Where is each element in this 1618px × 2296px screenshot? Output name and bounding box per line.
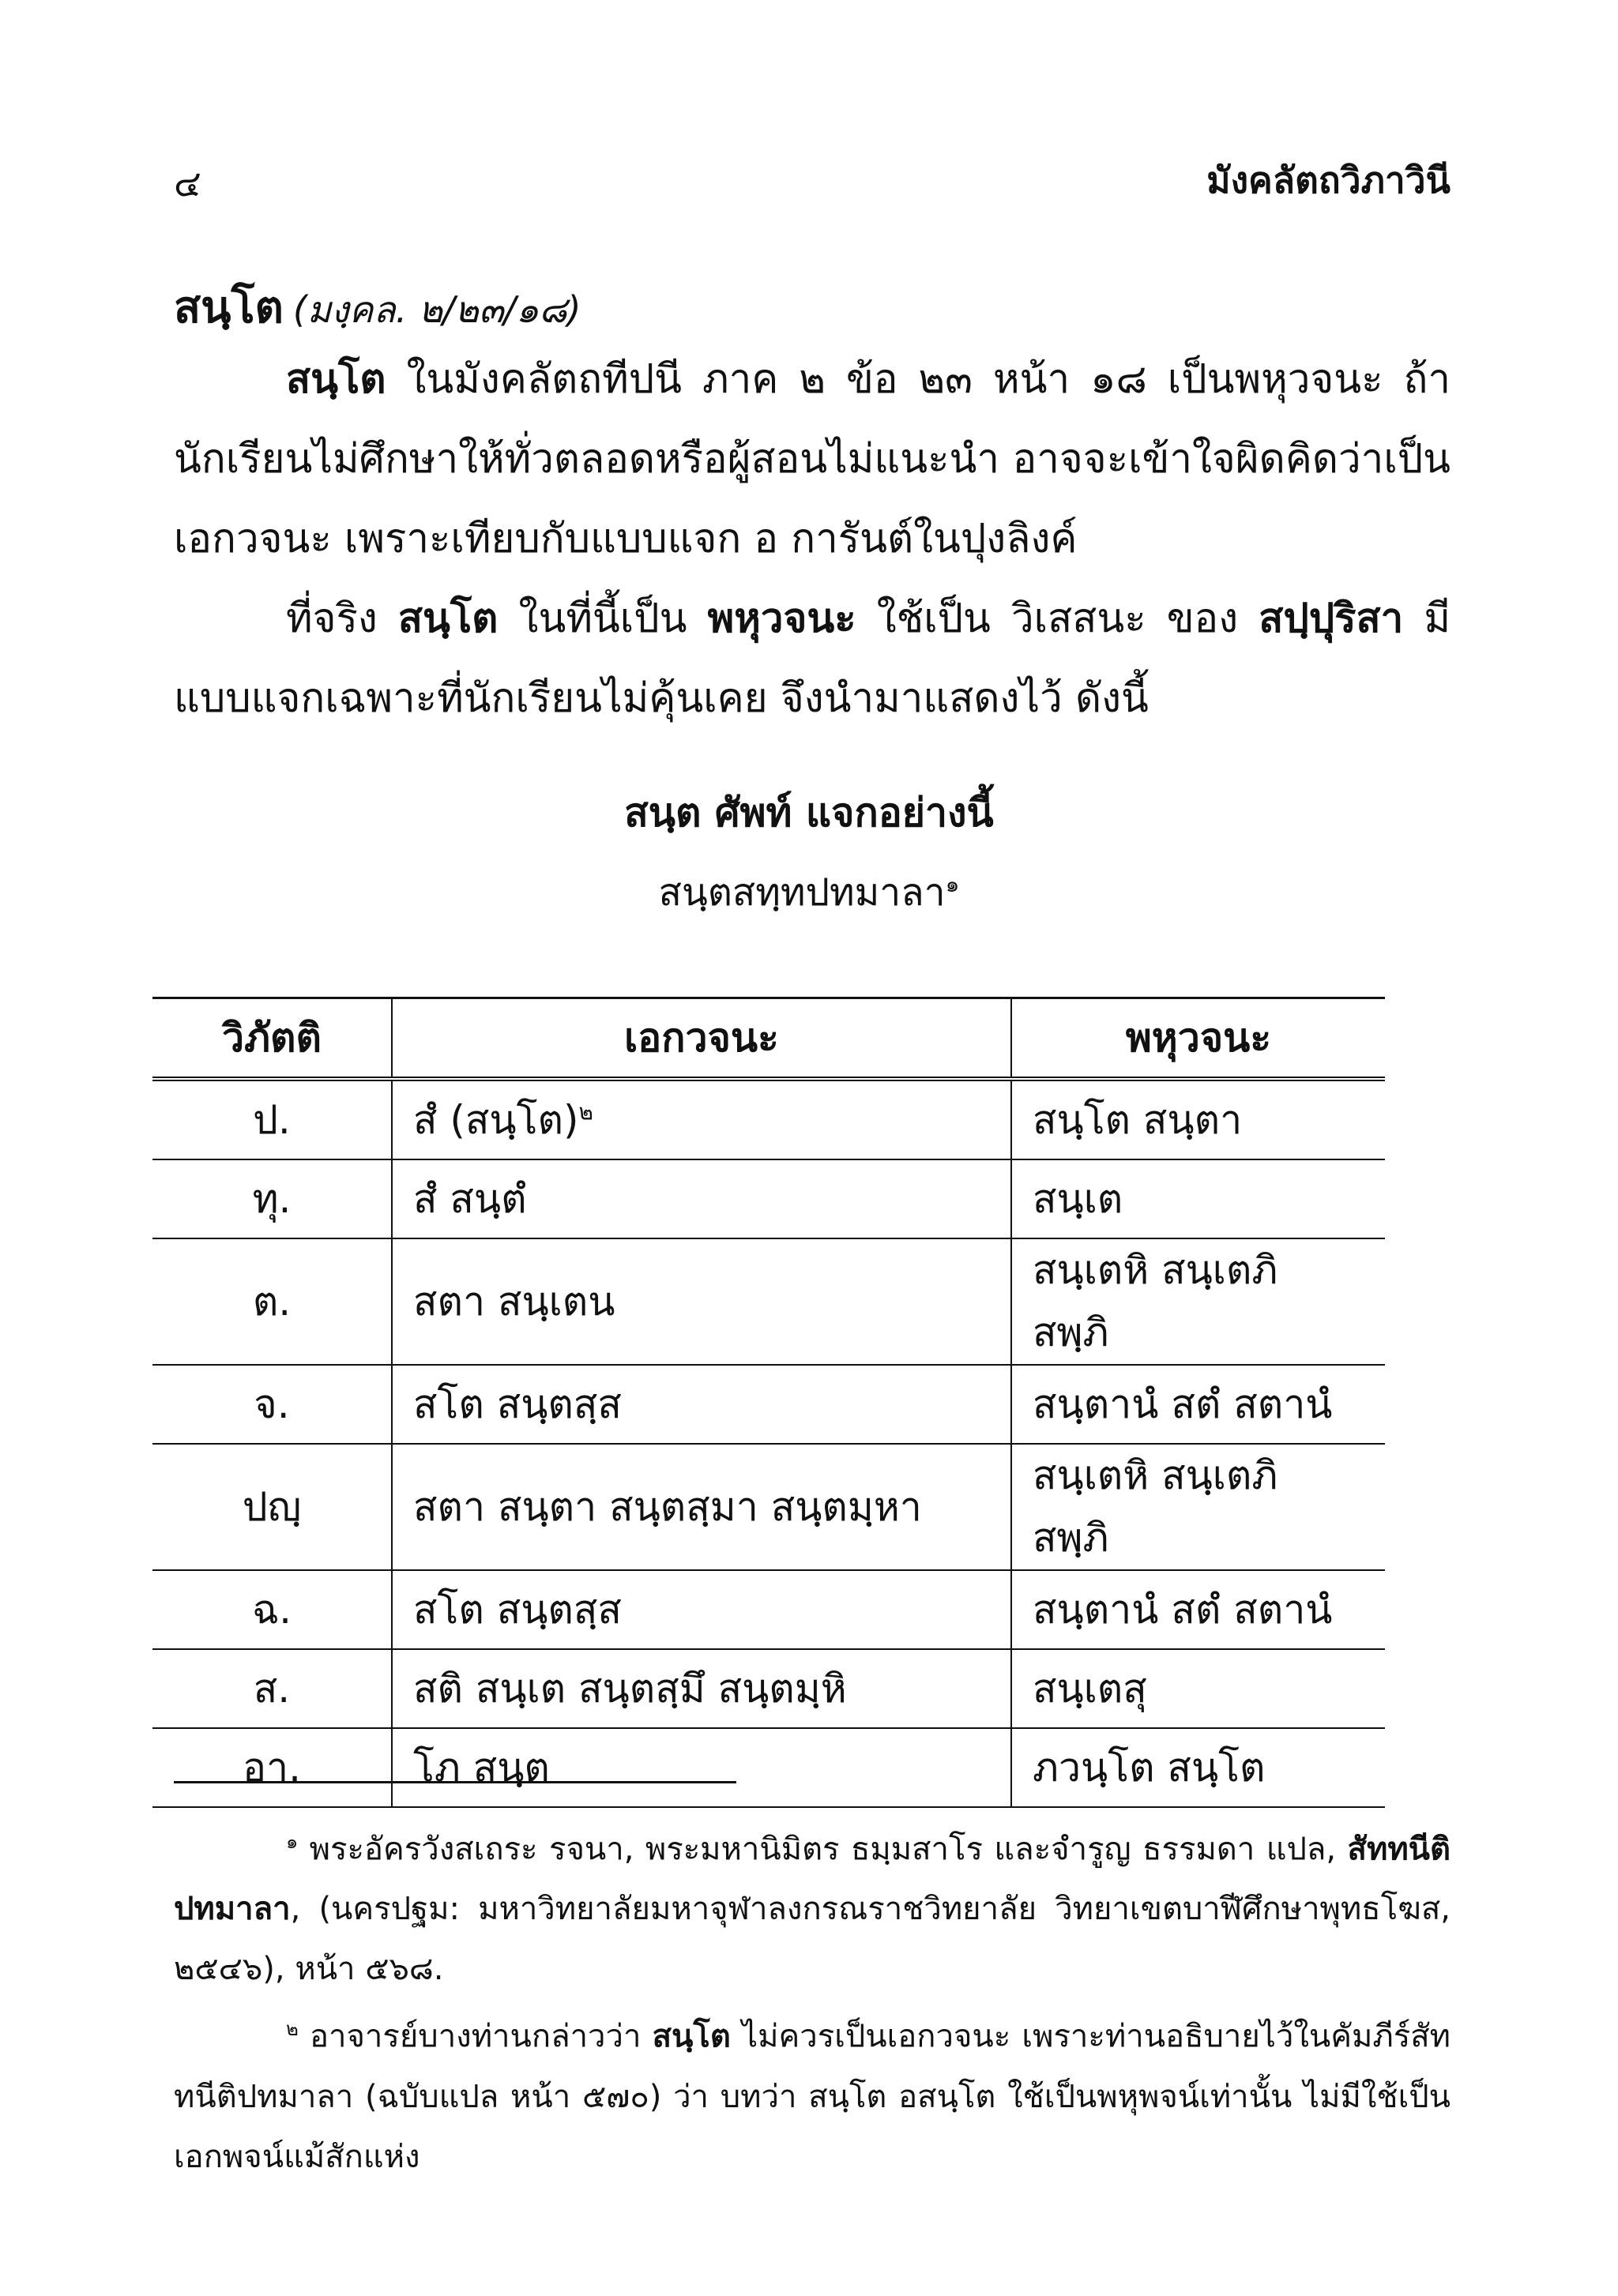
footnote-ref-1: ๑ xyxy=(945,871,960,897)
paragraph-2-text-c: ในที่นี้เป็น xyxy=(498,596,708,642)
case-cell: จ. xyxy=(152,1365,392,1444)
case-cell: ปญฺ xyxy=(152,1444,392,1570)
table-row xyxy=(152,1444,1385,1570)
table-row xyxy=(152,1649,1385,1728)
plural-cell: สนฺเต xyxy=(1011,1159,1385,1238)
plural-cell: ภวนฺโต สนฺโต xyxy=(1011,1728,1385,1807)
entry-headword: สนฺโต xyxy=(174,282,284,333)
footnote-1-mark: ๑ xyxy=(286,1831,299,1853)
footnote-2-text-b: ไม่ควรเป็นเอกวจนะ เพราะท่านอธิบายไว้ในคัมภีร์สัททนีติปทมาลา (ฉบับแปล หน้า ๕๗๐) ว่า บทว่า สนฺโต อสนฺโต ใช้เป็นพหุพจน์เท่านั้น ไม่มีใช้เป็นเอกพจน์แม้สักแห่ง xyxy=(174,2018,1451,2175)
singular-cell: โภ สนฺต xyxy=(392,1728,1011,1807)
plural-cell: สนฺเตหิ สนฺเตภิ สพฺภิ xyxy=(1011,1238,1385,1365)
singular-text: สํ (สนฺโต) xyxy=(413,1096,579,1143)
running-head: มังคลัตถวิภาวินี xyxy=(1206,159,1451,201)
body-text xyxy=(174,340,1451,738)
singular-cell: สํ สนฺตํ xyxy=(392,1159,1011,1238)
table-row xyxy=(152,1728,1385,1807)
case-cell: อา. xyxy=(152,1728,392,1807)
singular-cell: สติ สนฺเต สนฺตสฺมึ สนฺตมฺหิ xyxy=(392,1649,1011,1728)
paragraph-1-bold: สนฺโต xyxy=(286,356,386,403)
footnote-ref-2: ๒ xyxy=(578,1098,593,1125)
footnote-1-text-a: พระอัครวังสเถระ รจนา, พระมหานิมิตร ธมฺมสาโร และจำรูญ ธรรมดา แปล, xyxy=(298,1831,1348,1868)
paragraph-2-text-e: มีแบบแจกเฉพาะที่นักเรียนไม่คุ้นเคย จึงนำมาแสดงไว้ ดังนี้ xyxy=(174,596,1451,722)
footnote-1 xyxy=(174,1812,1451,1999)
plural-cell: สนฺตานํ สตํ สตานํ xyxy=(1011,1570,1385,1649)
footnote-2-mark: ๒ xyxy=(286,2018,299,2041)
paragraph-1 xyxy=(174,340,1451,579)
footnote-2 xyxy=(174,1999,1451,2186)
case-cell: ฉ. xyxy=(152,1570,392,1649)
table-row xyxy=(152,1159,1385,1238)
paragraph-2-bold-1: สนฺโต xyxy=(397,596,499,642)
singular-cell: สตา สนฺเตน xyxy=(392,1238,1011,1365)
paragraph-2 xyxy=(174,579,1451,738)
table-row xyxy=(152,1365,1385,1444)
header-plural: พหุวจนะ xyxy=(1011,998,1385,1080)
table-subtitle-text: สนฺตสทฺทปทมาลา xyxy=(658,870,946,915)
table-row xyxy=(152,1238,1385,1365)
singular-cell: สตา สนฺตา สนฺตสฺมา สนฺตมฺหา xyxy=(392,1444,1011,1570)
case-cell: ต. xyxy=(152,1238,392,1365)
table-row xyxy=(152,1570,1385,1649)
plural-cell: สนฺโต สนฺตา xyxy=(1011,1079,1385,1159)
footnote-divider xyxy=(174,1781,736,1783)
case-cell: ส. xyxy=(152,1649,392,1728)
singular-cell: สโต สนฺตสฺส xyxy=(392,1365,1011,1444)
singular-cell: สโต สนฺตสฺส xyxy=(392,1570,1011,1649)
paragraph-2-bold-2: พหุวจนะ xyxy=(707,596,856,642)
table-header-row xyxy=(152,998,1385,1080)
case-cell: ทุ. xyxy=(152,1159,392,1238)
declension-table xyxy=(152,997,1385,1808)
entry-heading xyxy=(174,272,581,342)
table-row xyxy=(152,1079,1385,1159)
paragraph-2-text-d: ใช้เป็น วิเสสนะ ของ xyxy=(856,596,1259,642)
footnote-1-bold: สัททนีติปทมาลา xyxy=(174,1831,1451,1928)
footnote-2-bold: สนฺโต xyxy=(652,2018,731,2055)
table-subtitle xyxy=(0,862,1618,923)
header-case: วิภัตติ xyxy=(152,998,392,1080)
paragraph-2-text-a: ที่จริง xyxy=(286,596,398,642)
footnote-1-text-b: , (นครปฐม: มหาวิทยาลัยมหาจุฬาลงกรณราชวิทยาลัย วิทยาเขตบาฬีศึกษาพุทธโฆส, ๒๕๔๖), หน้า ๕๖๘. xyxy=(174,1891,1451,1988)
entry-reference: (มงฺคล. ๒/๒๓/๑๘) xyxy=(292,288,581,331)
plural-cell: สนฺเตหิ สนฺเตภิ สพฺภิ xyxy=(1011,1444,1385,1570)
table-title: สนฺต ศัพท์ แจกอย่างนี้ xyxy=(624,790,994,836)
plural-cell: สนฺตานํ สตํ สตานํ xyxy=(1011,1365,1385,1444)
paragraph-1-text: ในมังคลัตถทีปนี ภาค ๒ ข้อ ๒๓ หน้า ๑๘ เป็นพหุวจนะ ถ้านักเรียนไม่ศึกษาให้ทั่วตลอดหรือผู้สอนไม่แนะนำ อาจจะเข้าใจผิดคิดว่าเป็นเอกวจนะ เพราะเทียบกับแบบแจก อ การันต์ในปุงลิงค์ xyxy=(174,356,1451,562)
header-singular: เอกวจนะ xyxy=(392,998,1011,1080)
plural-cell: สนฺเตสุ xyxy=(1011,1649,1385,1728)
page-number: ๔ xyxy=(174,162,201,205)
footnotes xyxy=(174,1812,1451,2187)
paragraph-2-bold-3: สปฺปุริสา xyxy=(1259,596,1404,642)
footnote-2-text-a: อาจารย์บางท่านกล่าวว่า xyxy=(298,2018,653,2055)
case-cell: ป. xyxy=(152,1079,392,1159)
singular-cell xyxy=(392,1079,1011,1159)
